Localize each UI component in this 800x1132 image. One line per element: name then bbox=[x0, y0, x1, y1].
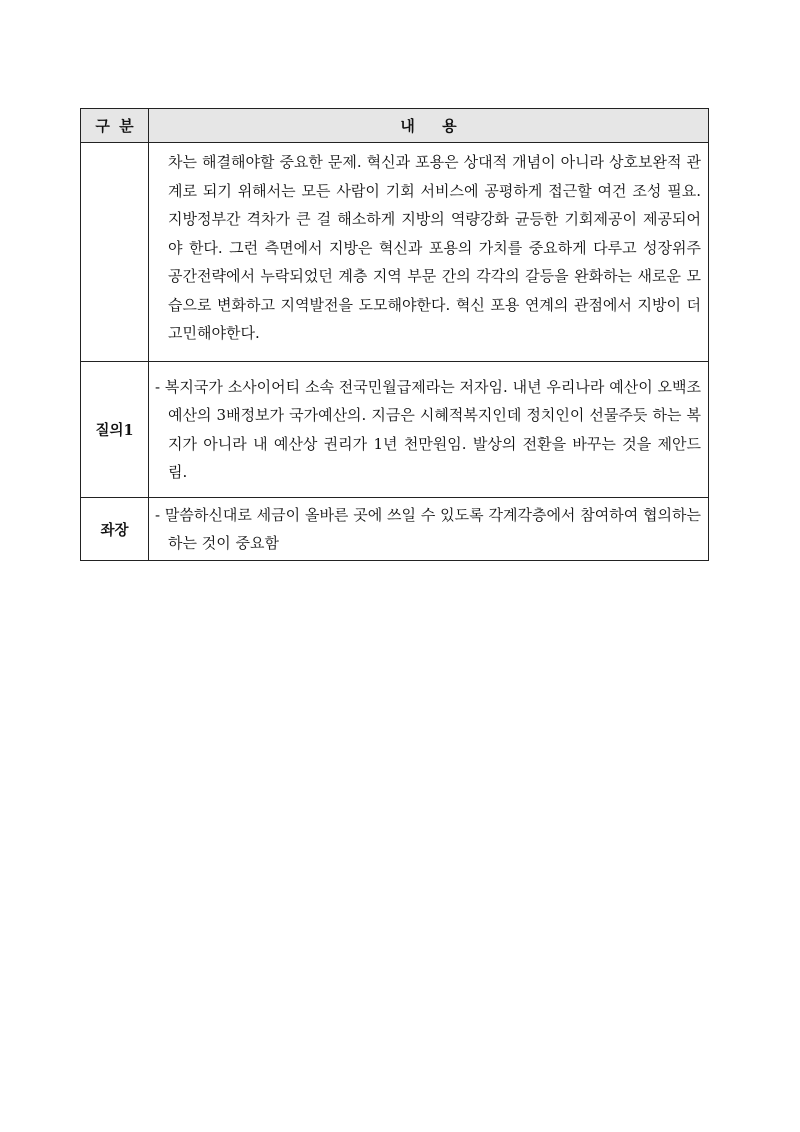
row-content bbox=[149, 143, 709, 362]
table-header-row bbox=[81, 109, 709, 143]
table-row bbox=[81, 143, 709, 362]
table-row bbox=[81, 498, 709, 561]
header-category: 구 분 bbox=[81, 109, 149, 143]
table-row bbox=[81, 362, 709, 498]
row-content bbox=[149, 362, 709, 498]
moderator-paragraph: - 말씀하신대로 세금이 올바른 곳에 쓰일 수 있도록 각계각층에서 참여하여 협의하는 하는 것이 중요함 bbox=[155, 505, 701, 552]
row-label: 질의1 bbox=[81, 362, 149, 498]
continued-paragraph: 차는 해결해야할 중요한 문제. 혁신과 포용은 상대적 개념이 아니라 상호보완적 관계로 되기 위해서는 모든 사람이 기회 서비스에 공평하게 접근할 여건 조성 필요. 지방정부간 격차가 큰 걸 해소하게 지방의 역량강화 균등한 기회제공이 제공되어야 한다. 그런 측면에서 지방은 혁신과 포용의 가치를 중요하게 다루고 성장위주 공간전략에서 누락되었던 계층 지역 부문 간의 각각의 갈등을 완화하는 새로운 모습으로 변화하고 지역발전을 도모해야한다. 혁신 포용 연계의 관점에서 지방이 더 고민해야한다. bbox=[168, 153, 701, 343]
question-paragraph: - 복지국가 소사이어티 소속 전국민월급제라는 저자임. 내년 우리나라 예산이 오백조 예산의 3배정보가 국가예산의. 지금은 시혜적복지인데 정치인이 선물주듯 하는 복지가 아니라 내 예산상 권리가 1년 천만원임. 발상의 전환을 바꾸는 것을 제안드림. bbox=[155, 377, 701, 481]
row-label bbox=[81, 143, 149, 362]
row-content bbox=[149, 498, 709, 561]
row-label: 좌장 bbox=[81, 498, 149, 561]
header-content: 내 용 bbox=[149, 109, 709, 143]
minutes-table bbox=[80, 108, 709, 561]
